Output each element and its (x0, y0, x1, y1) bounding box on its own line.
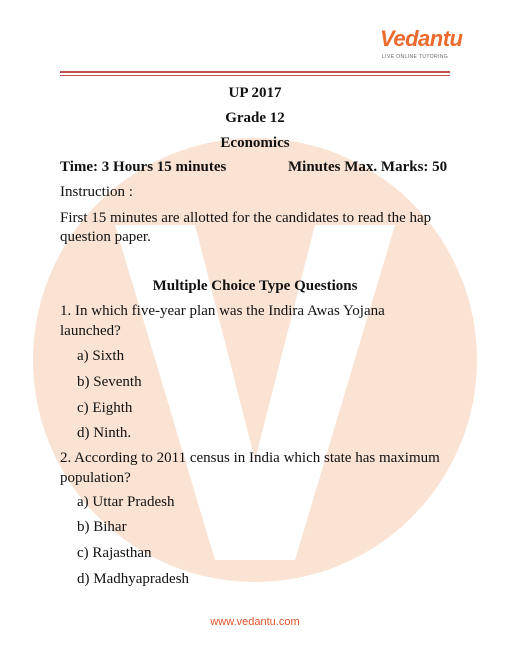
subject-title: Economics (220, 135, 290, 151)
question-1-option-c: c) Eighth (77, 400, 133, 416)
question-1-option-d: d) Ninth. (77, 425, 132, 441)
question-2-line2: population? (60, 470, 131, 486)
question-1-option-a: a) Sixth (77, 348, 125, 364)
question-2-option-a: a) Uttar Pradesh (77, 494, 175, 510)
question-1-line1: 1. In which five-year plan was the Indira Awas Yojana (60, 303, 385, 319)
exam-title: UP 2017 (228, 85, 282, 101)
logo-tagline: LIVE ONLINE TUTORING (382, 54, 449, 60)
instruction-text-line1: First 15 minutes are allotted for the candidates to read the hap (60, 210, 432, 226)
time-allowed: Time: 3 Hours 15 minutes (60, 159, 227, 175)
instruction-label: Instruction : (60, 184, 133, 200)
question-2-option-b: b) Bihar (77, 519, 127, 535)
grade-title: Grade 12 (225, 110, 285, 126)
max-marks: Minutes Max. Marks: 50 (288, 159, 448, 175)
header-divider-thin (60, 75, 450, 76)
question-1-option-b: b) Seventh (77, 374, 142, 390)
section-heading: Multiple Choice Type Questions (152, 278, 358, 294)
question-2-option-d: d) Madhyapradesh (77, 571, 190, 587)
question-1-line2: launched? (60, 323, 121, 339)
instruction-text-line2: question paper. (60, 229, 151, 245)
vedantu-logo (380, 26, 463, 70)
question-2-line1: 2. According to 2011 census in India which state has maximum (60, 450, 440, 466)
footer-url[interactable]: www.vedantu.com (210, 616, 300, 628)
question-2-option-c: c) Rajasthan (77, 545, 152, 561)
header-divider-thick (60, 71, 450, 73)
logo-text: Vedantu (380, 26, 463, 51)
